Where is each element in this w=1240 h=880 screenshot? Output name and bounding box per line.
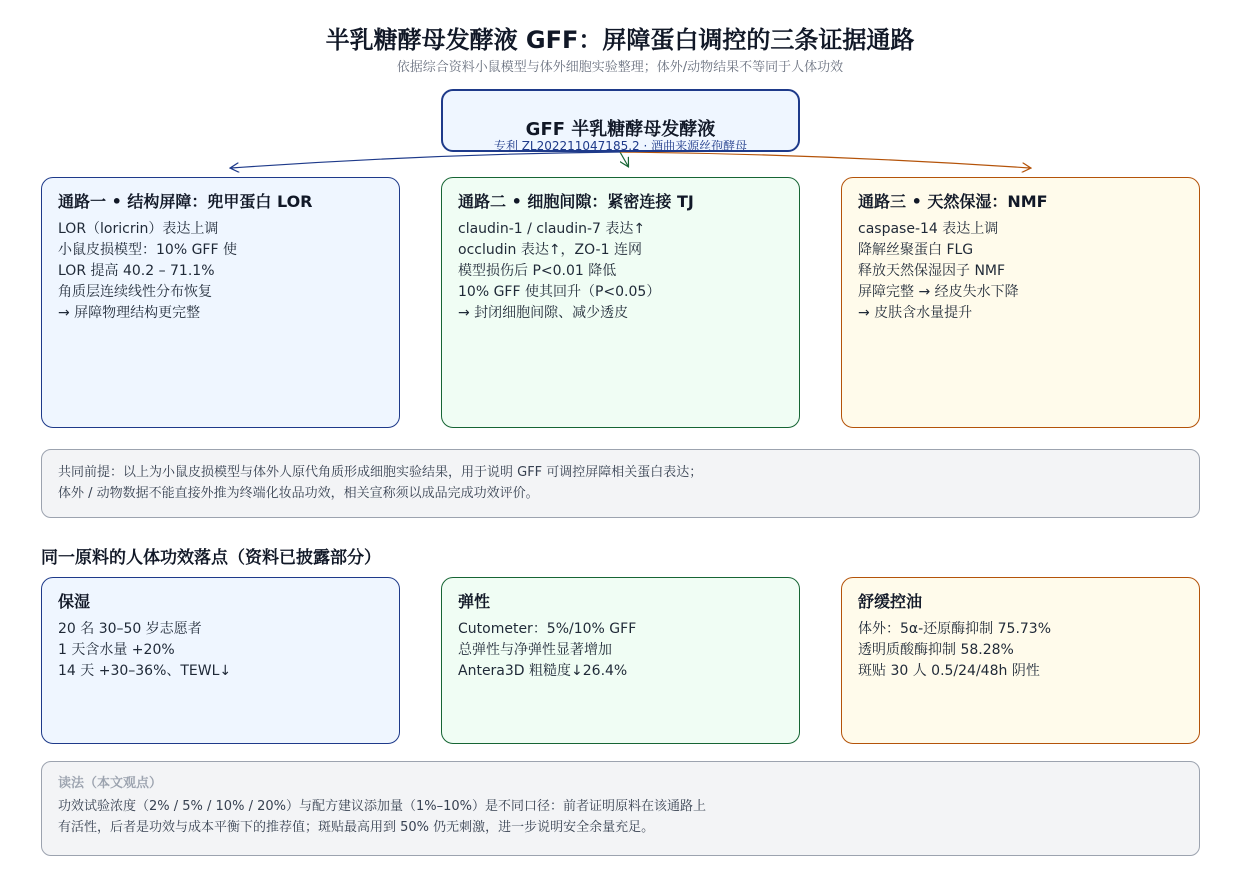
efficacy-card-elasticity <box>441 577 800 744</box>
root-node <box>441 89 800 152</box>
root-subtitle: 专利 ZL202211047185.2 · 酒曲来源丝孢酵母 <box>493 139 748 153</box>
reading-heading: 读法（本文观点） <box>58 776 163 791</box>
page-subtitle: 依据综合资料小鼠模型与体外细胞实验整理；体外/动物结果不等同于人体功效 <box>396 60 844 75</box>
premise-note <box>41 449 1200 518</box>
pathway-title: 通路三 • 天然保湿：NMF <box>858 192 1048 211</box>
efficacy-line: 1 天含水量 +20% <box>58 642 175 658</box>
pathway-line: claudin-1 / claudin-7 表达↑ <box>458 221 646 237</box>
pathway-card-tj <box>441 177 800 428</box>
pathway-line: 10% GFF 使其回升（P<0.05） <box>458 284 661 300</box>
pathway-line: 屏障完整 → 经皮失水下降 <box>858 284 1019 300</box>
efficacy-title: 保湿 <box>58 592 91 611</box>
pathway-line: occludin 表达↑，ZO-1 连网 <box>458 242 642 258</box>
pathway-title: 通路一 • 结构屏障：兜甲蛋白 LOR <box>58 192 313 211</box>
pathway-line: 释放天然保湿因子 NMF <box>858 263 1006 279</box>
pathway-line: 角质层连续线性分布恢复 <box>58 284 212 300</box>
pathway-line: → 屏障物理结构更完整 <box>58 305 201 321</box>
efficacy-title: 舒缓控油 <box>858 592 923 611</box>
efficacy-line: 总弹性与净弹性显著增加 <box>458 642 612 658</box>
efficacy-line: Antera3D 粗糙度↓26.4% <box>458 663 628 679</box>
efficacy-title: 弹性 <box>458 592 491 611</box>
efficacy-line: 体外：5α-还原酶抑制 75.73% <box>858 621 1052 637</box>
efficacy-line: 透明质酸酶抑制 58.28% <box>858 642 1014 658</box>
pathway-line: LOR 提高 40.2 – 71.1% <box>58 263 215 279</box>
efficacy-line: 斑贴 30 人 0.5/24/48h 阴性 <box>858 663 1040 679</box>
pathway-card-lor <box>41 177 400 428</box>
pathway-line: → 皮肤含水量提升 <box>858 305 973 321</box>
root-title: GFF 半乳糖酵母发酵液 <box>525 119 716 140</box>
premise-line: 共同前提：以上为小鼠皮损模型与体外人原代角质形成细胞实验结果，用于说明 GFF 可调控屏障相关蛋白表达； <box>58 465 703 480</box>
premise-line: 体外 / 动物数据不能直接外推为终端化妆品功效，相关宣称须以成品完成功效评价。 <box>58 486 539 501</box>
pathway-line: 模型损伤后 P<0.01 降低 <box>458 263 617 279</box>
efficacy-line: Cutometer：5%/10% GFF <box>458 621 637 637</box>
pathway-line: 小鼠皮损模型：10% GFF 使 <box>58 242 237 258</box>
reading-note <box>41 761 1200 856</box>
pathway-line: caspase-14 表达上调 <box>858 221 999 237</box>
arrow-to-pathway-one <box>231 152 620 168</box>
efficacy-line: 14 天 +30–36%、TEWL↓ <box>58 663 232 679</box>
efficacy-card-soothing-oil-control <box>841 577 1200 744</box>
efficacy-card-moisturizing <box>41 577 400 744</box>
pathway-card-nmf <box>841 177 1200 428</box>
reading-line: 有活性，后者是功效与成本平衡下的推荐值；斑贴最高用到 50% 仍无刺激，进一步说明安全余量充足。 <box>58 820 655 835</box>
arrow-to-pathway-three <box>620 152 1030 168</box>
pathway-line: 降解丝聚蛋白 FLG <box>858 242 974 258</box>
pathway-line: → 封闭细胞间隙、减少透皮 <box>458 305 629 321</box>
pathway-line: LOR（loricrin）表达上调 <box>58 221 219 237</box>
pathway-title: 通路二 • 细胞间隙：紧密连接 TJ <box>458 192 694 211</box>
arrow-to-pathway-two <box>620 152 628 166</box>
reading-line: 功效试验浓度（2% / 5% / 10% / 20%）与配方建议添加量（1%–10%）是不同口径：前者证明原料在该通路上 <box>58 799 706 814</box>
page-title: 半乳糖酵母发酵液 GFF：屏障蛋白调控的三条证据通路 <box>325 26 915 54</box>
efficacy-section-heading: 同一原料的人体功效落点（资料已披露部分） <box>41 548 381 568</box>
efficacy-line: 20 名 30–50 岁志愿者 <box>58 621 202 637</box>
